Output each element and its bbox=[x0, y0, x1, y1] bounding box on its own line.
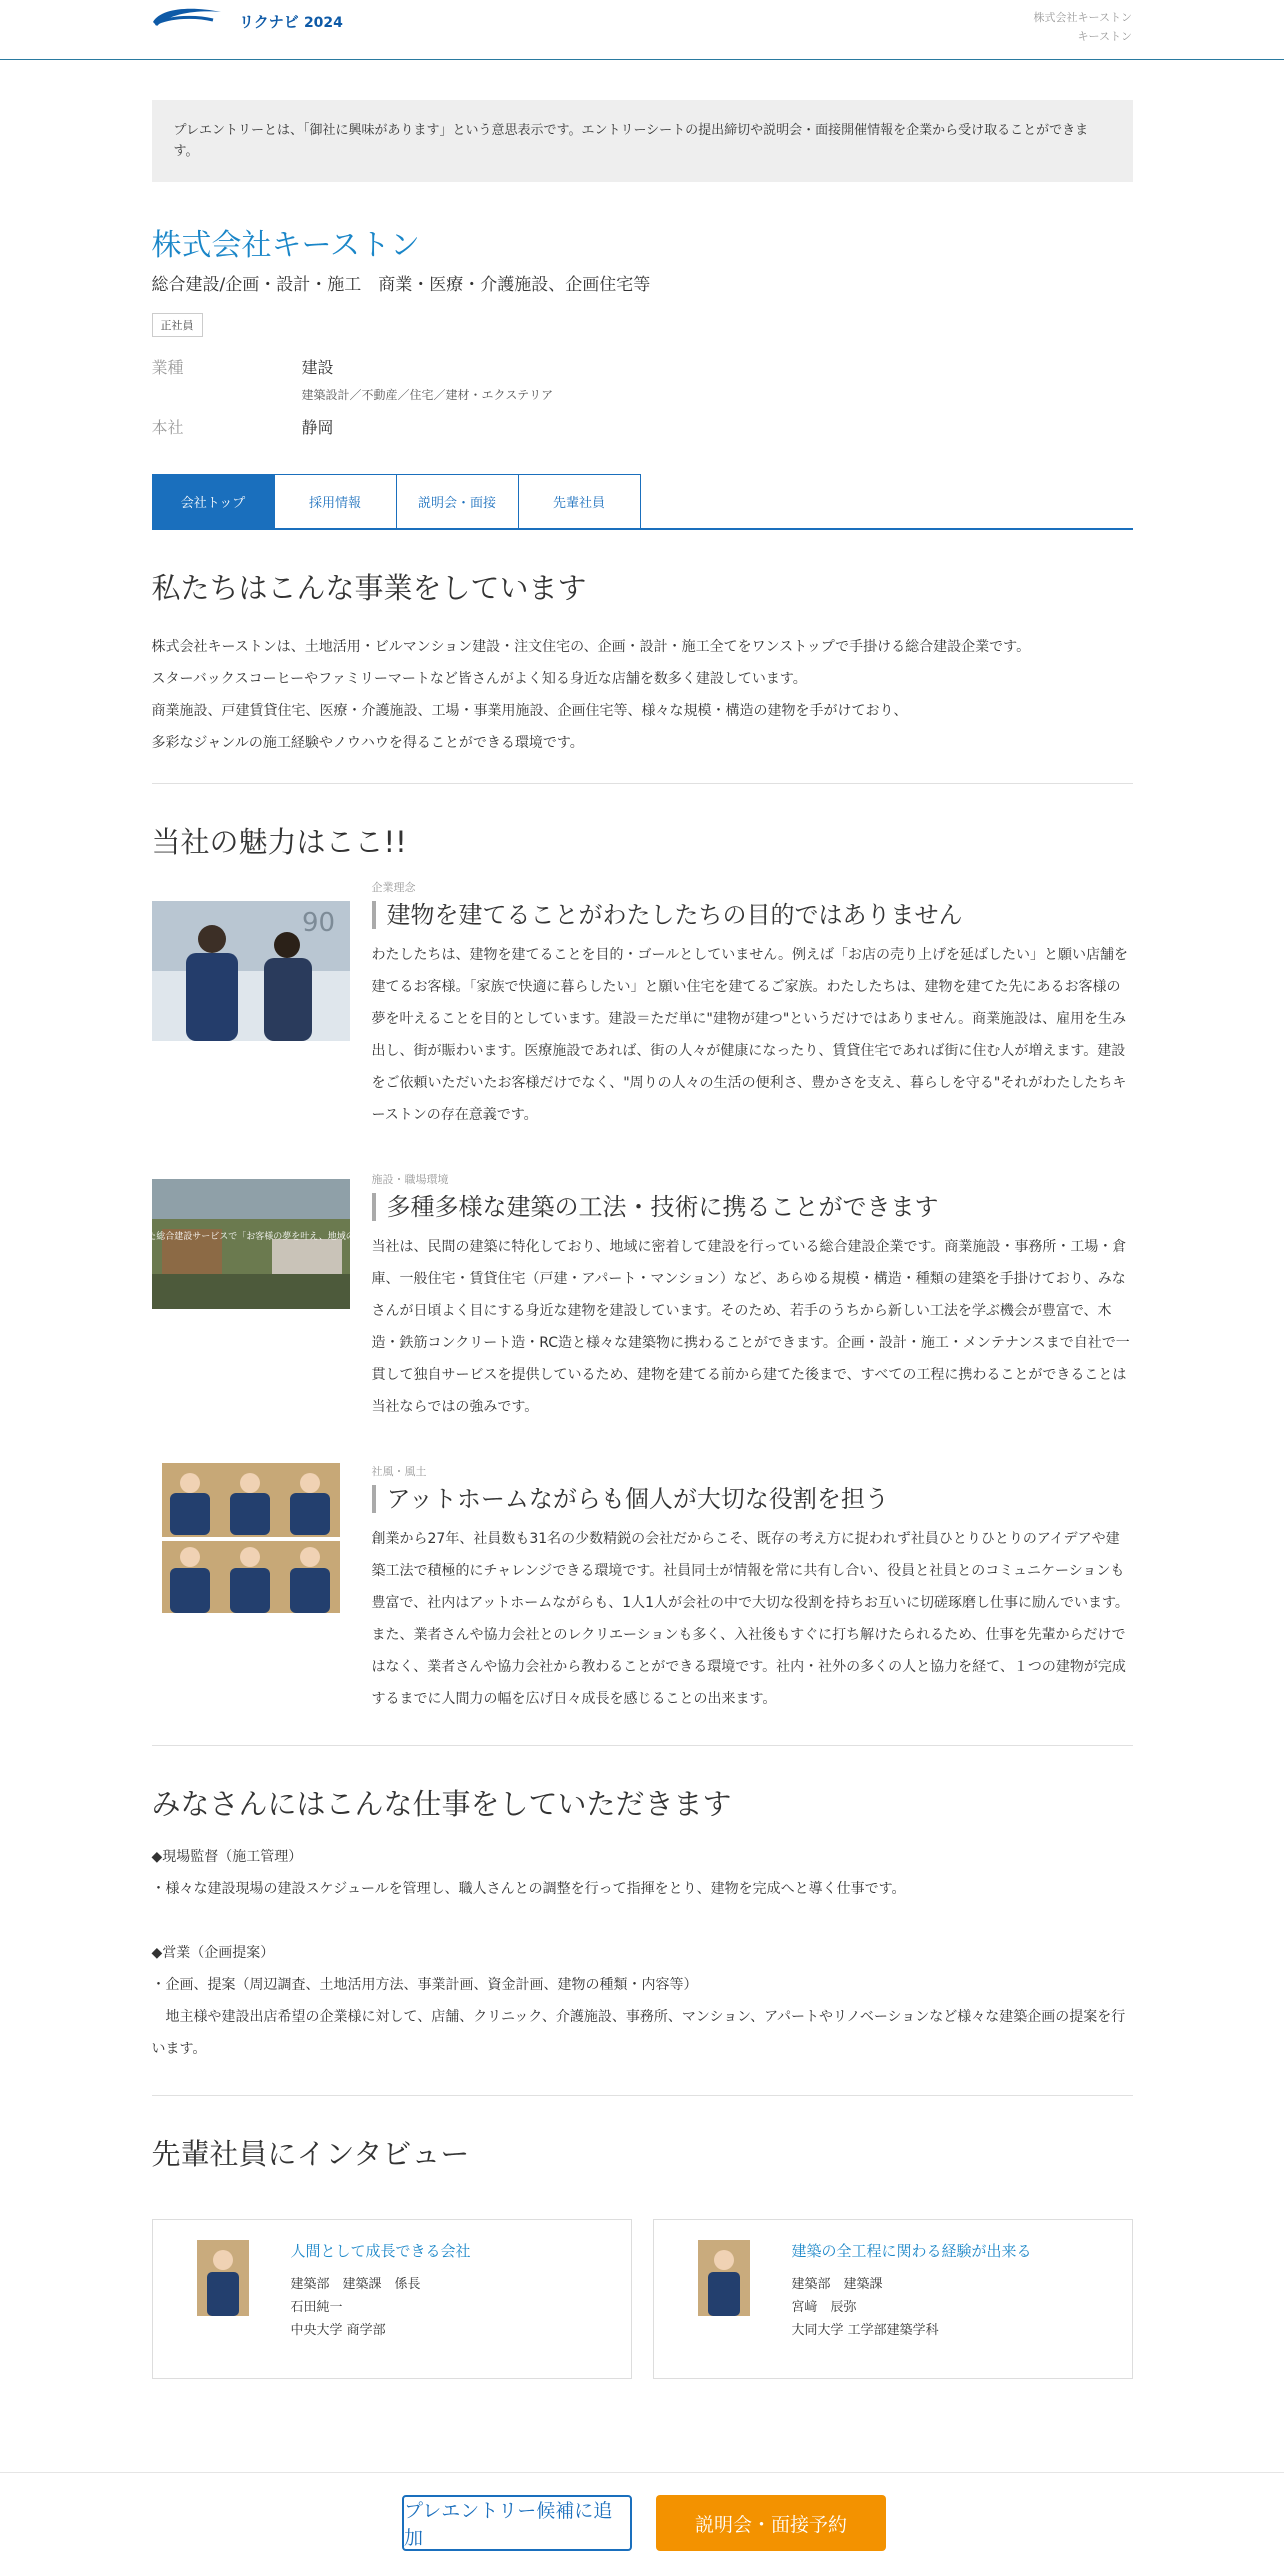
industry-label: 業種 bbox=[151, 358, 184, 377]
industry-value: 建設 bbox=[301, 358, 334, 377]
appeal-item bbox=[92, 1171, 1133, 1423]
business-description bbox=[152, 631, 1133, 759]
tab-company-top[interactable]: 会社トップ bbox=[152, 474, 275, 528]
interview-info bbox=[291, 2240, 471, 2378]
divider bbox=[152, 1745, 1133, 1746]
tab-seminar[interactable]: 説明会・面接 bbox=[396, 474, 519, 528]
sticky-action-bar bbox=[0, 2472, 1284, 2568]
business-line: 商業施設、戸建賃貸住宅、医療・介護施設、工場・事業用施設、企画住宅等、様々な規模・構造の建物を手がけており、 bbox=[151, 703, 908, 719]
building-photo bbox=[92, 1179, 409, 1423]
logo-brand: リクナビ bbox=[239, 12, 299, 31]
job-line: ◆営業（企画提案） bbox=[151, 1945, 275, 1961]
appeal-category: 社風・風土 bbox=[371, 1465, 427, 1478]
industry-sub: 建築設計／不動産／住宅／建材・エクステリア bbox=[301, 388, 554, 402]
appeal-heading: 多種多様な建築の工法・技術に携ることができます bbox=[372, 1193, 1133, 1221]
appeal-category: 施設・職場環境 bbox=[371, 1173, 449, 1186]
staff-photo bbox=[152, 901, 350, 1131]
appeal-body bbox=[372, 1171, 1133, 1423]
header-company-name: 株式会社キーストン bbox=[1033, 11, 1132, 24]
interview-dept: 建築部 建築課 係長 bbox=[290, 2277, 421, 2292]
job-line bbox=[152, 1905, 1133, 1937]
company-tabs bbox=[152, 474, 1133, 530]
tab-recruit-info[interactable]: 採用情報 bbox=[274, 474, 397, 528]
job-line: ・企画、提案（周辺調査、土地活用方法、事業計画、資金計画、建物の種類・内容等） bbox=[151, 1977, 698, 1993]
company-name: 株式会社キーストン bbox=[151, 228, 420, 263]
job-line: ◆現場監督（施工管理） bbox=[151, 1849, 303, 1865]
appeal-body bbox=[372, 879, 1133, 1131]
logo-year: 2024 bbox=[303, 14, 343, 31]
job-line: ・様々な建設現場の建設スケジュールを管理し、職人さんとの調整を行って指揮をとり、建物を完成へと導く仕事です。 bbox=[151, 1881, 906, 1897]
appeal-heading: 建物を建てることがわたしたちの目的ではありません bbox=[372, 901, 1133, 929]
job-line: 地主様や建設出店希望の企業様に対して、店舗、クリニック、介護施設、事務所、マンション、アパートやリノベーションなど様々な建築企画の提案を行います。 bbox=[151, 2009, 1126, 2057]
header-company-info bbox=[1034, 8, 1132, 46]
appeal-heading: アットホームながらも個人が大切な役割を担う bbox=[372, 1485, 1133, 1513]
interview-title: 先輩社員にインタビュー bbox=[151, 2137, 470, 2171]
svg-text:90: 90 bbox=[301, 908, 335, 938]
employment-tag: 正社員 bbox=[152, 313, 203, 337]
appeal-item bbox=[152, 879, 1133, 1131]
interview-name: 宮﨑 辰弥 bbox=[791, 2300, 857, 2315]
interview-name: 石田純一 bbox=[290, 2300, 343, 2315]
logo-text bbox=[239, 11, 343, 32]
appeal-body bbox=[372, 1463, 1133, 1715]
appeal-item bbox=[152, 1463, 1133, 1715]
interview-card[interactable] bbox=[653, 2219, 1133, 2379]
site-header bbox=[0, 0, 1284, 60]
rikunabi-logo[interactable] bbox=[151, 4, 343, 32]
interview-info bbox=[792, 2240, 1032, 2378]
employee-photo bbox=[698, 2240, 750, 2316]
industry-row bbox=[152, 355, 1133, 403]
business-line: 多彩なジャンルの施工経験やノウハウを得ることができる環境です。 bbox=[151, 735, 584, 751]
divider bbox=[152, 783, 1133, 784]
business-line: 株式会社キーストンは、土地活用・ビルマンション建設・注文住宅の、企画・設計・施工全てをワンストップで手掛ける総合建設企業です。 bbox=[151, 639, 1031, 655]
tab-employees[interactable]: 先輩社員 bbox=[518, 474, 641, 528]
appeal-text: 創業から27年、社員数も31名の少数精鋭の会社だからこそ、既存の考え方に捉われず社員ひとりひとりのアイデアや建築工法で積極的にチャレンジできる環境です。社員同士が情報を常に共有し合い、役員と社員とのコミュニケーションも豊富で、社内はアットホームながらも、1人1人が会社の中で大切な役割を持ちお互いに切磋琢磨し仕事に励んでいます。また、業者さんや協力会社とのレクリエーションも多く、入社後もすぐに打ち解けたられるため、仕事を先輩からだけではなく、業者さんや協力会社から教わることができる環境です。社内・社外の多くの人と協力を経て、１つの建物が完成するまでに人間力の幅を広げ日々成長を感じることの出来ます。 bbox=[371, 1531, 1129, 1707]
hq-value: 静岡 bbox=[301, 418, 334, 437]
employee-photo bbox=[197, 2240, 249, 2316]
hq-row bbox=[152, 415, 1133, 438]
interview-dept: 建築部 建築課 bbox=[791, 2277, 883, 2292]
preentry-button[interactable]: プレエントリー候補に追加 bbox=[402, 2495, 632, 2551]
interview-school: 大同大学 工学部建築学科 bbox=[791, 2323, 939, 2338]
interview-list bbox=[152, 2219, 1133, 2379]
appeal-text: 当社は、民間の建築に特化しており、地域に密着して建設を行っている総合建設企業です。商業施設・事務所・工場・倉庫、一般住宅・賃貸住宅（戸建・アパート・マンション）など、あらゆる規模・構造・種類の建築を手掛けており、みなさんが日頃よく目にする身近な建物を建設しています。そのため、若手のうちから新しい工法を学ぶ機会が豊富で、木造・鉄筋コンクリート造・RC造と様々な建築物に携わることができます。企画・設計・施工・メンテナンスまで自社で一貫して独自サービスを提供しているため、建物を建てる前から建てた後まで、すべての工程に携わることができることは当社ならではの強みです。 bbox=[371, 1239, 1130, 1415]
team-photo bbox=[152, 1463, 350, 1715]
seminar-reserve-button[interactable]: 説明会・面接予約 bbox=[656, 2495, 886, 2551]
appeal-text: わたしたちは、建物を建てることを目的・ゴールとしていません。例えば「お店の売り上げを延ばしたい」と願い店舗を建てるお客様。「家族で快適に暮らしたい」と願い住宅を建てるご家族。わたしたちは、建物を建てた先にあるお客様の夢を叶えることを目的としています。建設＝ただ単に"建物が建つ"というだけではありません。商業施設は、雇用を生み出し、街が賑わいます。医療施設であれば、街の人々が健康になったり、賃貸住宅であれば街に住む人が増えます。建設をご依頼いただいたお客様だけでなく、"周りの人々の生活の便利さ、豊かさを支え、暮らしを守る"それがわたしたちキーストンの存在意義です。 bbox=[371, 947, 1129, 1123]
interview-link[interactable]: 建築の全工程に関わる経験が出来る bbox=[791, 2242, 1032, 2260]
preentry-notice: プレエントリーとは、「御社に興味があります」という意思表示です。エントリーシートの提出締切や説明会・面接開催情報を企業から受け取ることができます。 bbox=[152, 100, 1133, 182]
appeal-title: 当社の魅力はここ!! bbox=[151, 825, 407, 859]
interview-link[interactable]: 人間として成長できる会社 bbox=[290, 2242, 471, 2260]
main-content bbox=[92, 100, 1133, 2379]
jobs-title: みなさんにはこんな仕事をしていただきます bbox=[151, 1787, 732, 1821]
photo-caption: 地域に密着した総合建設サービスで「お客様の夢を叶え、地域の未来を創る」 bbox=[92, 1232, 409, 1242]
business-line: スターバックスコーヒーやファミリーマートなど皆さんがよく知る身近な店舗を数多く建設しています。 bbox=[151, 671, 807, 687]
jobs-description bbox=[152, 1841, 1133, 2065]
header-company-short: キーストン bbox=[1077, 30, 1132, 43]
appeal-category: 企業理念 bbox=[371, 881, 416, 894]
interview-school: 中央大学 商学部 bbox=[290, 2323, 386, 2338]
divider bbox=[152, 2095, 1133, 2096]
company-subtitle: 総合建設/企画・設計・施工 商業・医療・介護施設、企画住宅等 bbox=[151, 275, 651, 295]
hq-label: 本社 bbox=[151, 418, 184, 437]
business-title: 私たちはこんな事業をしています bbox=[151, 571, 587, 605]
interview-card[interactable] bbox=[152, 2219, 632, 2379]
